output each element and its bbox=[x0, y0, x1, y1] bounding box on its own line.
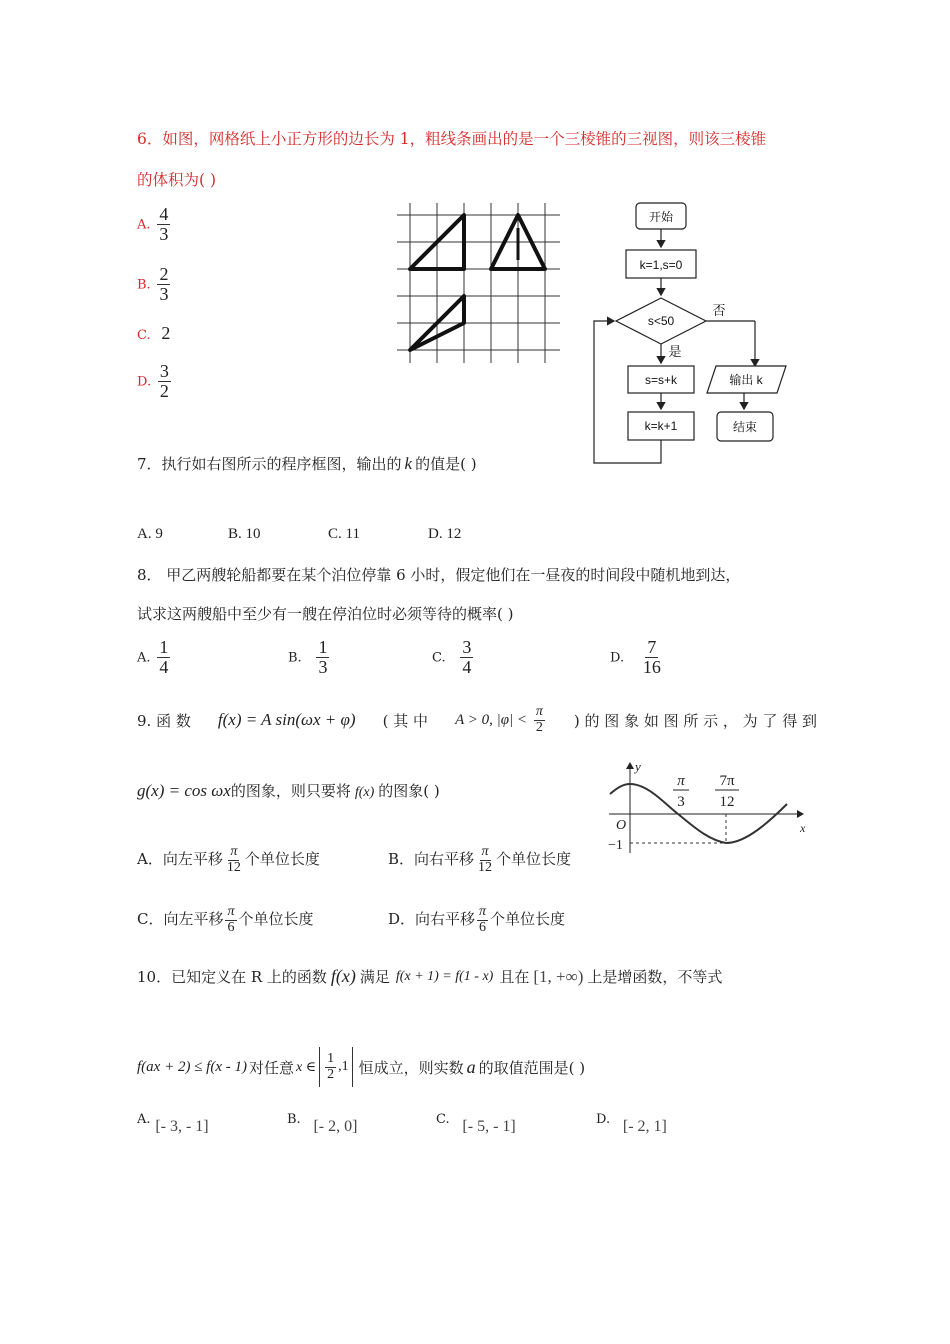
q7-option-a: A. 9 bbox=[137, 526, 163, 542]
option-fraction bbox=[476, 845, 494, 875]
option-text-end: 个单位长度 bbox=[238, 910, 314, 929]
numerator: π bbox=[227, 904, 235, 919]
q10-text-f: 恒成立，则实数 bbox=[358, 1058, 464, 1077]
q10-text-d: 上是增函数，不等式 bbox=[587, 968, 723, 986]
q9-text-5: 的图象( ) bbox=[378, 782, 440, 800]
option-fraction bbox=[225, 845, 243, 875]
numerator: 3 bbox=[159, 361, 169, 381]
option-label: C. bbox=[137, 328, 151, 343]
q6-option-a bbox=[137, 205, 172, 244]
q6-option-d bbox=[137, 362, 173, 401]
q7-variable: k bbox=[404, 454, 413, 473]
q10-text-b: 满足 bbox=[359, 968, 390, 986]
q8-option-a bbox=[137, 638, 172, 677]
q10-stem-line1 bbox=[137, 966, 722, 987]
q6-stem-line2: 的体积为( ) bbox=[137, 171, 217, 189]
sine-graph-figure bbox=[603, 758, 813, 858]
option-fraction bbox=[157, 638, 170, 677]
q6-option-c bbox=[137, 323, 170, 344]
q10-interval-tail: ,1 bbox=[338, 1059, 349, 1074]
option-text: B．向右平移 bbox=[388, 850, 475, 869]
denominator: 3 bbox=[159, 283, 169, 304]
option-value: [- 2, 0] bbox=[313, 1118, 358, 1135]
numerator: π bbox=[230, 844, 238, 859]
flow-step1-label: s=s+k bbox=[644, 373, 678, 387]
option-label: B. bbox=[137, 277, 151, 293]
q9-option-b bbox=[388, 845, 571, 875]
q10-stem-line2 bbox=[137, 1045, 585, 1089]
numerator: π bbox=[479, 904, 487, 919]
numerator: 3 bbox=[462, 637, 472, 657]
minus-one-label: −1 bbox=[608, 838, 623, 853]
option-value: [- 3, - 1] bbox=[155, 1118, 209, 1135]
q10-half-fraction bbox=[325, 1052, 336, 1082]
tick-7pi-12-num: 7π bbox=[719, 773, 735, 789]
option-fraction bbox=[225, 905, 236, 935]
option-fraction bbox=[157, 265, 170, 304]
denominator: 6 bbox=[227, 919, 235, 935]
q10-option-b bbox=[287, 1112, 357, 1136]
numerator: 4 bbox=[159, 204, 169, 224]
option-text-end: 个单位长度 bbox=[496, 850, 572, 869]
denominator: 2 bbox=[159, 380, 169, 401]
numerator: 7 bbox=[647, 637, 657, 657]
q9-text-3: ) 的 图 象 如 图 所 示 ， 为 了 得 到 bbox=[573, 711, 817, 730]
option-label: A. bbox=[137, 217, 151, 233]
option-label: A. bbox=[137, 650, 151, 666]
flow-init-label: k=1,s=0 bbox=[639, 258, 683, 272]
q9-condition-expr: A > 0, |φ| < bbox=[455, 712, 528, 728]
denominator: 12 bbox=[478, 859, 493, 875]
tick-pi-3-den: 3 bbox=[677, 794, 685, 810]
tick-pi-3-num: π bbox=[677, 773, 685, 789]
q9-condition-fraction bbox=[534, 705, 545, 735]
q10-option-c bbox=[436, 1112, 516, 1136]
q9-g-expr: g(x) = cos ωx bbox=[137, 781, 231, 800]
option-label: A. bbox=[137, 1112, 151, 1127]
flow-output-label: 输出 k bbox=[729, 373, 763, 387]
q9-condition bbox=[455, 705, 547, 735]
option-label: D. bbox=[610, 650, 625, 666]
denominator: 3 bbox=[318, 656, 328, 677]
option-label: B. bbox=[288, 650, 302, 666]
x-axis-label: x bbox=[800, 821, 806, 835]
flow-start-label: 开始 bbox=[648, 210, 674, 224]
option-text: A．向左平移 bbox=[137, 850, 223, 869]
q10-f-expr: f(x) bbox=[330, 966, 356, 986]
option-value: [- 5, - 1] bbox=[462, 1118, 516, 1135]
q9-stem-line1 bbox=[137, 700, 817, 740]
denominator: 16 bbox=[642, 656, 661, 677]
option-fraction bbox=[158, 362, 171, 401]
q10-text-a: 10．已知定义在 R 上的函数 bbox=[137, 968, 327, 986]
option-text: C．向左平移 bbox=[137, 910, 224, 929]
q9-text-2: ( 其 中 bbox=[382, 711, 429, 730]
q7-option-c: C. 11 bbox=[328, 526, 360, 542]
three-view-grid-figure bbox=[392, 198, 567, 368]
q8-stem-line1: 8． 甲乙两艘轮船都要在某个泊位停靠 6 小时，假定他们在一昼夜的时间段中随机地到达， bbox=[137, 566, 741, 584]
option-fraction bbox=[460, 638, 473, 677]
q7-option-b: B. 10 bbox=[228, 526, 261, 542]
denominator: 6 bbox=[479, 919, 487, 935]
q8-stem-line2: 试求这两艘船中至少有一艘在停泊位时必须等待的概率( ) bbox=[137, 605, 514, 623]
q9-text-1: 9. 函 数 bbox=[137, 711, 191, 730]
q7-stem-text-end: 的值是( ) bbox=[415, 455, 477, 473]
q9-option-c bbox=[137, 905, 314, 935]
denominator: 12 bbox=[226, 859, 241, 875]
q7-option-d: D. 12 bbox=[428, 526, 462, 542]
q9-option-d bbox=[388, 905, 565, 935]
q6-stem-line1: 6．如图，网格纸上小正方形的边长为 1，粗线条画出的是一个三棱锥的三视图，则该三棱锥 bbox=[137, 130, 767, 148]
numerator: 1 bbox=[318, 637, 328, 657]
option-fraction bbox=[316, 638, 329, 677]
numerator: 2 bbox=[159, 264, 169, 284]
q9-stem-line2 bbox=[137, 780, 440, 801]
q9-function-expr: f(x) = A sin(ωx + φ) bbox=[217, 710, 356, 729]
option-value: [- 2, 1] bbox=[622, 1118, 667, 1135]
flow-no-label: 否 bbox=[712, 303, 726, 318]
q10-inequality: f(ax + 2) ≤ f(x - 1) bbox=[137, 1058, 247, 1075]
option-fraction bbox=[477, 905, 488, 935]
q7-stem-text: 7．执行如右图所示的程序框图，输出的 bbox=[137, 455, 402, 473]
denominator: 2 bbox=[535, 719, 543, 735]
q9-text-4: 的图象，则只要将 bbox=[230, 782, 351, 800]
option-label: D. bbox=[137, 374, 152, 390]
denominator: 2 bbox=[327, 1066, 335, 1082]
option-fraction bbox=[641, 638, 663, 677]
option-fraction bbox=[157, 205, 170, 244]
q10-a-variable: a bbox=[466, 1056, 476, 1077]
q10-interval: [1, +∞) bbox=[533, 966, 584, 986]
q8-option-d bbox=[610, 638, 665, 677]
q10-symmetry-eq: f(x + 1) = f(1 - x) bbox=[395, 968, 494, 984]
flow-yes-label: 是 bbox=[668, 344, 682, 359]
option-label: C. bbox=[432, 650, 446, 666]
q10-text-g: 的取值范围是( ) bbox=[478, 1058, 586, 1077]
option-label: C. bbox=[436, 1112, 450, 1127]
q10-interval-half-one bbox=[319, 1047, 353, 1087]
program-flowchart bbox=[588, 195, 788, 470]
q10-text-c: 且在 bbox=[499, 968, 530, 986]
q8-option-b bbox=[288, 638, 331, 677]
q10-option-a bbox=[137, 1112, 209, 1136]
q9-option-a bbox=[137, 845, 320, 875]
option-label: B. bbox=[287, 1112, 301, 1127]
option-label: D. bbox=[596, 1112, 611, 1127]
numerator: 1 bbox=[159, 637, 169, 657]
option-text: D．向右平移 bbox=[388, 910, 476, 929]
q10-x-in: x ∈ bbox=[296, 1059, 317, 1075]
option-text-end: 个单位长度 bbox=[490, 910, 566, 929]
flow-step2-label: k=k+1 bbox=[644, 419, 678, 433]
flow-end-label: 结束 bbox=[732, 420, 758, 434]
q10-text-e: 对任意 bbox=[248, 1058, 294, 1077]
numerator: π bbox=[535, 703, 543, 719]
origin-label: O bbox=[616, 818, 627, 833]
denominator: 4 bbox=[462, 656, 472, 677]
flow-condition-label: s<50 bbox=[647, 314, 675, 328]
q9-f-expr: f(x) bbox=[354, 785, 375, 800]
option-text-end: 个单位长度 bbox=[244, 850, 320, 869]
q6-option-b bbox=[137, 265, 172, 304]
q8-option-c bbox=[432, 638, 475, 677]
numerator: π bbox=[481, 844, 489, 859]
option-value: 2 bbox=[161, 323, 171, 343]
numerator: 1 bbox=[327, 1050, 335, 1066]
y-axis-label: y bbox=[635, 759, 641, 774]
q7-stem bbox=[137, 453, 477, 474]
denominator: 4 bbox=[159, 656, 169, 677]
denominator: 3 bbox=[159, 223, 169, 244]
tick-7pi-12-den: 12 bbox=[719, 794, 735, 810]
q10-option-d bbox=[596, 1112, 667, 1136]
